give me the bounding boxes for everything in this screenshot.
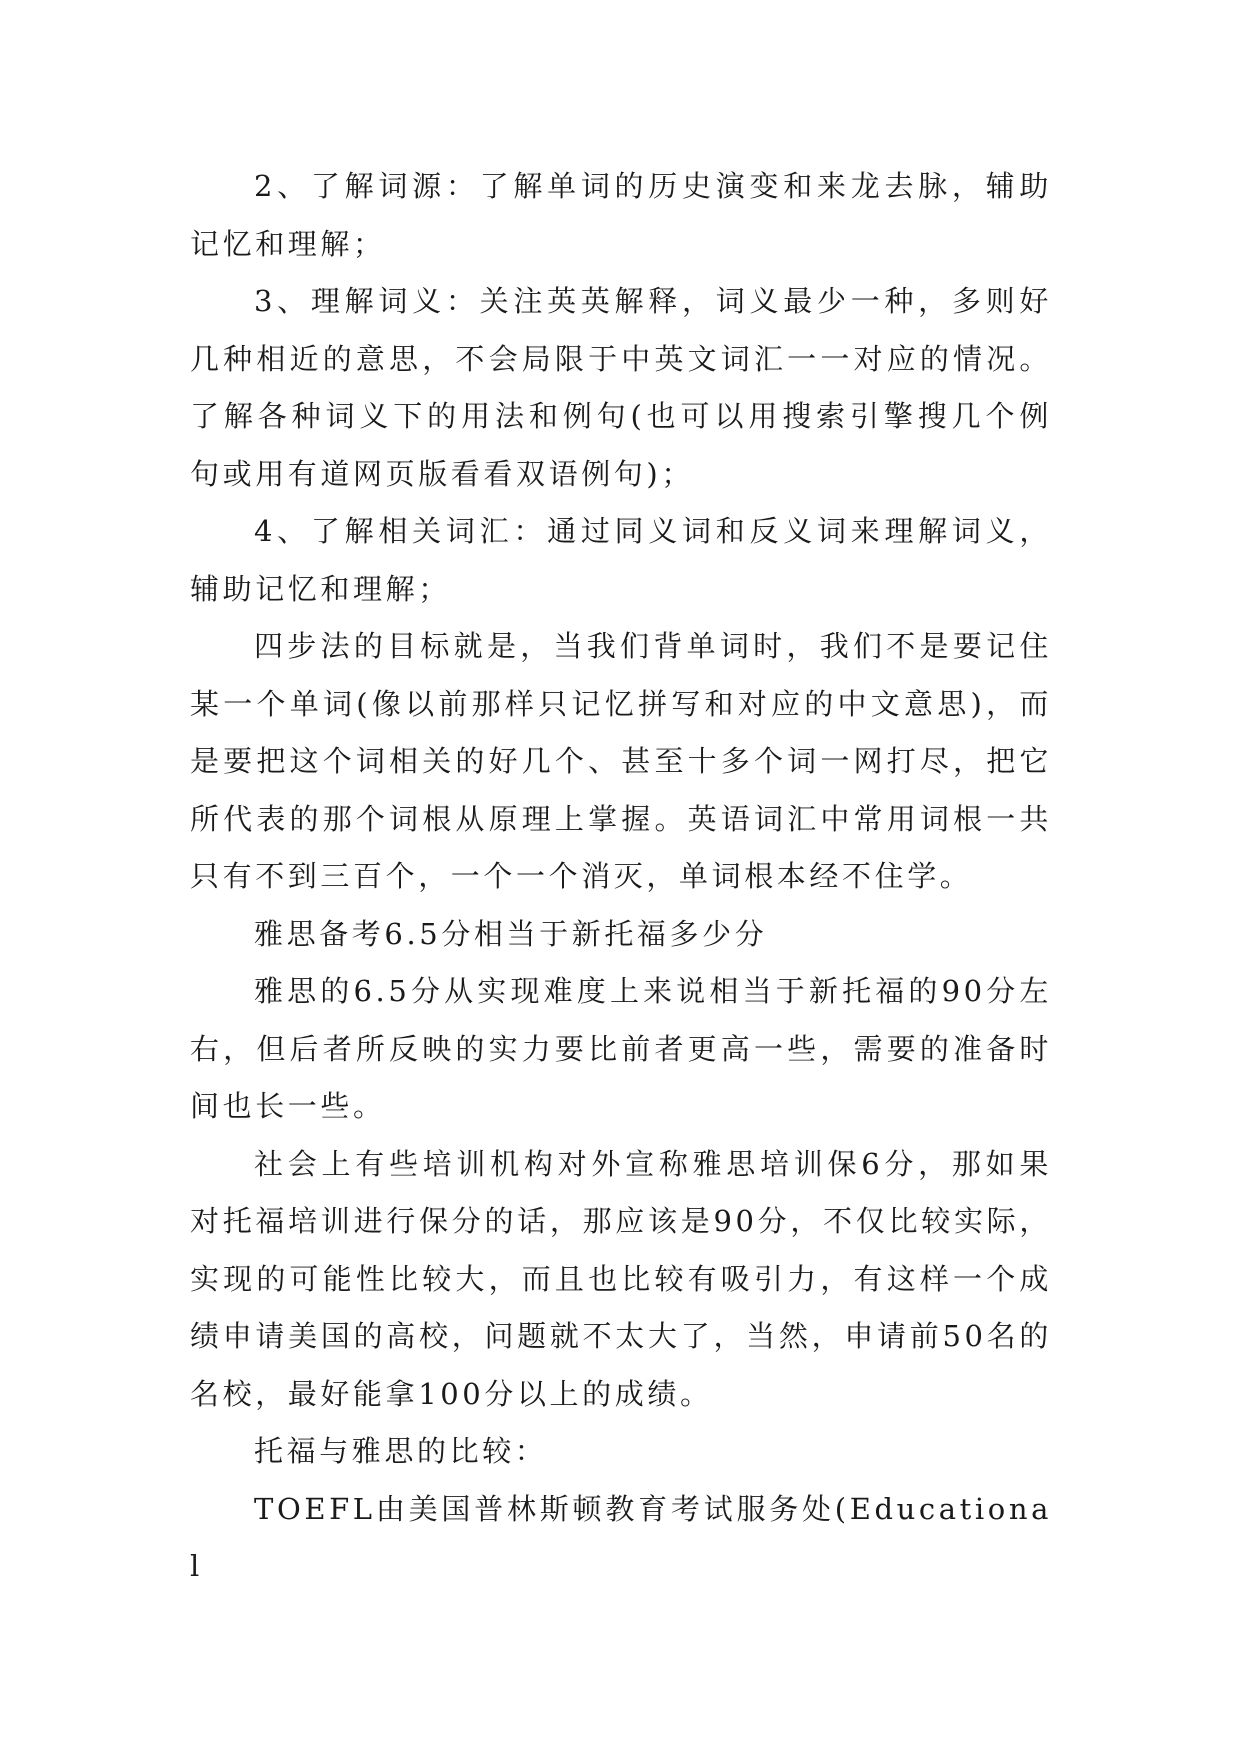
paragraph-score-equivalence: 雅思的6.5分从实现难度上来说相当于新托福的90分左右，但后者所反映的实力要比前者更高一些，需要的准备时间也长一些。 — [190, 974, 1052, 1123]
section-heading-ielts-toefl: 雅思备考6.5分相当于新托福多少分 — [254, 916, 768, 951]
paragraph-etymology: 2、了解词源：了解单词的历史演变和来龙去脉，辅助记忆和理解； — [190, 169, 1052, 261]
paragraph-related-words: 4、了解相关词汇：通过同义词和反义词来理解词义，辅助记忆和理解； — [190, 514, 1052, 606]
paragraph-word-meaning: 3、理解词义：关注英英解释，词义最少一种，多则好几种相近的意思，不会局限于中英文词汇一一对应的情况。了解各种词义下的用法和例句(也可以用搜索引擎搜几个例句或用有道网页版看看双语例句)； — [190, 284, 1052, 491]
document-body — [190, 158, 1052, 1596]
paragraph-four-step-goal: 四步法的目标就是，当我们背单词时，我们不是要记住某一个单词(像以前那样只记忆拼写和对应的中文意思)，而是要把这个词相关的好几个、甚至十多个词一网打尽，把它所代表的那个词根从原理上掌握。英语词汇中常用词根一共只有不到三百个，一个一个消灭，单词根本经不住学。 — [190, 629, 1052, 893]
paragraph-toefl-intro: TOEFL由美国普林斯顿教育考试服务处(Educational — [190, 1491, 1052, 1583]
paragraph-training-guarantee: 社会上有些培训机构对外宣称雅思培训保6分，那如果对托福培训进行保分的话，那应该是90分，不仅比较实际，实现的可能性比较大，而且也比较有吸引力，有这样一个成绩申请美国的高校，问题就不太大了，当然，申请前50名的名校，最好能拿100分以上的成绩。 — [190, 1146, 1052, 1411]
section-heading-comparison: 托福与雅思的比较： — [254, 1434, 548, 1468]
